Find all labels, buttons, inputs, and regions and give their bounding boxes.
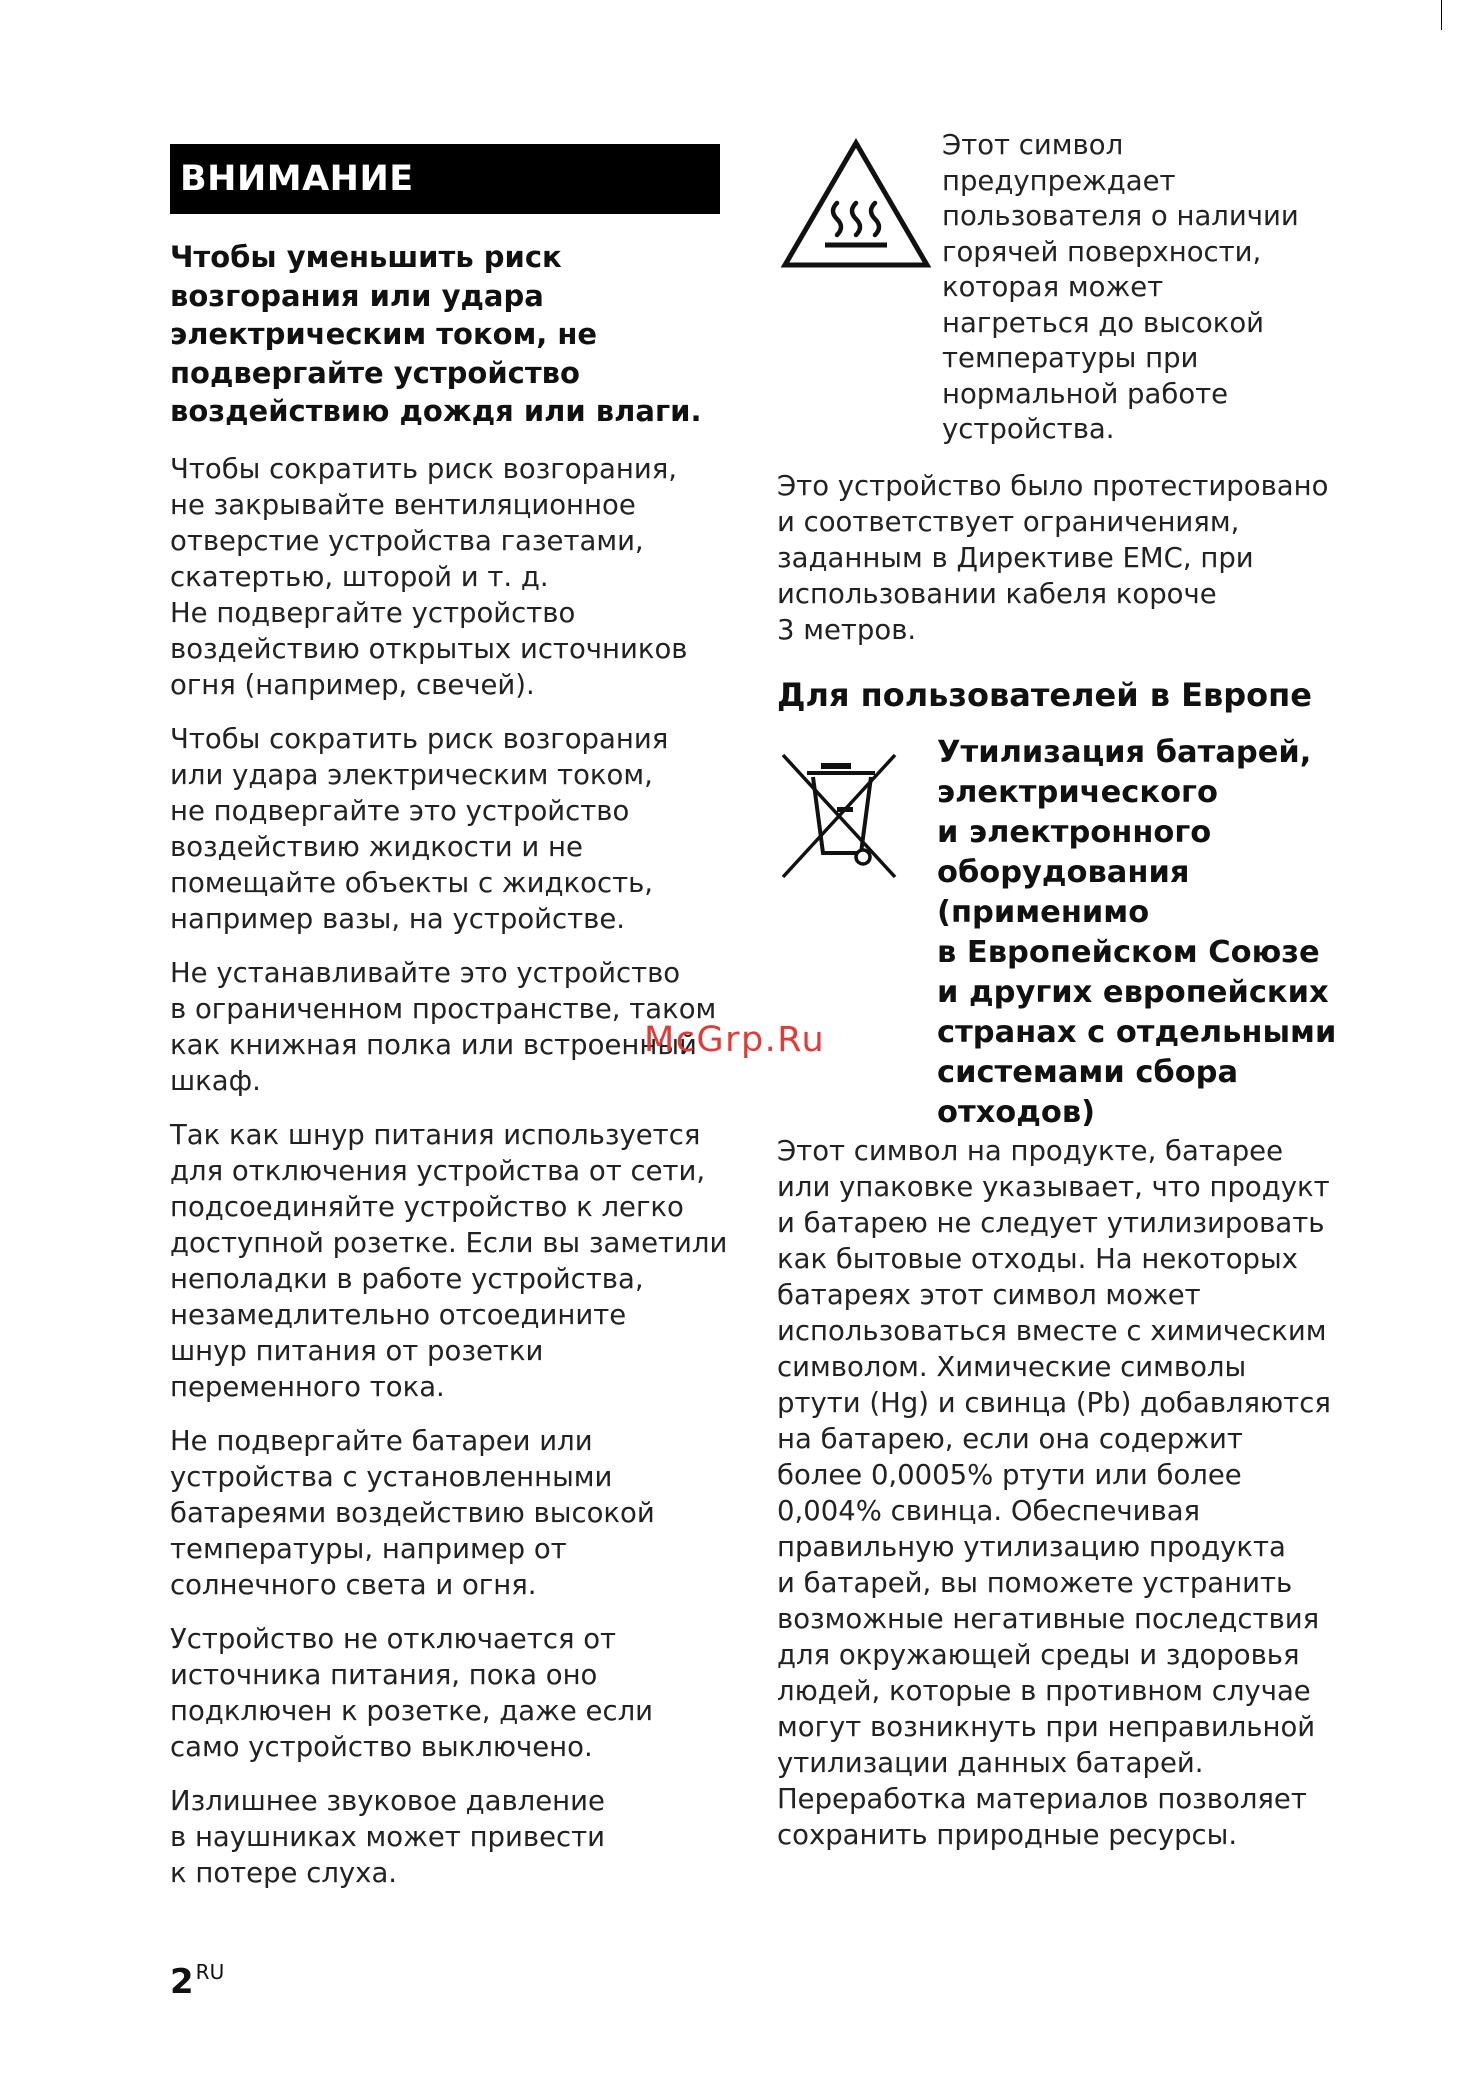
weee-body-text: Этот символ на продукте, батарее или упаковке указывает, что продукт и батарею не следует утилизировать как бытовые отходы. На некоторых батареях этот символ может использоваться вместе с химическим символом. Химические символы ртути (Hg) и свинца (Pb) добавляются на батарею, если она содержит более 0,0005% ртути или более 0,004% свинца. Обеспечивая правильную утилизацию продукта и батарей, вы поможете устранить возможные негативные последствия для окружающей среды и здоровья людей, которые в противном случае могут возникнуть при неправильной утилизации данных батарей. Переработка материалов позволяет сохранить природные ресурсы. <box>777 1134 1331 1851</box>
paragraph-batteries: Не подвергайте батареи или устройства с установленными батареями воздействию высокой температуры, например от солнечного света и огня. <box>170 1424 655 1601</box>
paragraph-power-cord: Так как шнур питания используется для отключения устройства от сети, подсоединяйте устройство к легко доступной розетке. Если вы заметили неполадки в работе устройства, незамедлительно отсоедините шнур питания от розетки переменного тока. <box>170 1118 728 1403</box>
right-column <box>777 128 1337 1853</box>
europe-section-title: Для пользователей в Европе <box>777 675 1312 714</box>
left-column <box>170 144 730 1891</box>
paragraph-liquids: Чтобы сократить риск возгорания или удара электрическим током, не подвергайте это устройство воздействию жидкости и не помещайте объекты с жидкость, например вазы, на устройстве. <box>170 722 669 935</box>
paragraph-ventilation: Чтобы сократить риск возгорания, не закрывайте вентиляционное отверстие устройства газетами, скатертью, шторой и т. д. Не подвергайте устройство воздействию открытых источников огня (например, свечей). <box>170 452 688 701</box>
warning-lead-text: Чтобы уменьшить риск возгорания или удара электрическим током, не подвергайте устройство воздействию дождя или влаги. <box>170 240 702 428</box>
emc-paragraph: Это устройство было протестировано и соответствует ограничениям, заданным в Директиве EMC, при использовании кабеля короче 3 метров. <box>777 469 1329 646</box>
crossed-out-wheelie-bin-icon <box>777 745 907 883</box>
hot-surface-warning-icon <box>777 135 935 275</box>
page-number-value: 2 <box>170 1962 194 2002</box>
warning-heading: ВНИМАНИЕ <box>170 144 720 214</box>
watermark: McGrp.Ru <box>644 1020 826 1060</box>
weee-block <box>777 733 1337 1133</box>
hot-surface-text: Этот символ предупреждает пользователя о наличии горячей поверхности, которая может нагреться до высокой температуры при нормальной работе устройства. <box>942 129 1299 445</box>
paragraph-power-source: Устройство не отключается от источника питания, пока оно подключен к розетке, даже если само устройство выключено. <box>170 1622 654 1763</box>
page-number <box>170 1960 224 2002</box>
hot-surface-block <box>777 128 1337 448</box>
paragraph-installation: Не устанавливайте это устройство в ограниченном пространстве, таком как книжная полка или встроенный шкаф. <box>170 956 717 1097</box>
crop-mark <box>1441 0 1442 30</box>
paragraph-headphones: Излишнее звуковое давление в наушниках может привести к потере слуха. <box>170 1784 606 1889</box>
weee-title: Утилизация батарей, электрического и электронного оборудования (применимо в Европейском Союзе и других европейских странах с отдельными системами сбора отходов) <box>937 734 1337 1130</box>
page-lang-code: RU <box>195 1960 225 1984</box>
